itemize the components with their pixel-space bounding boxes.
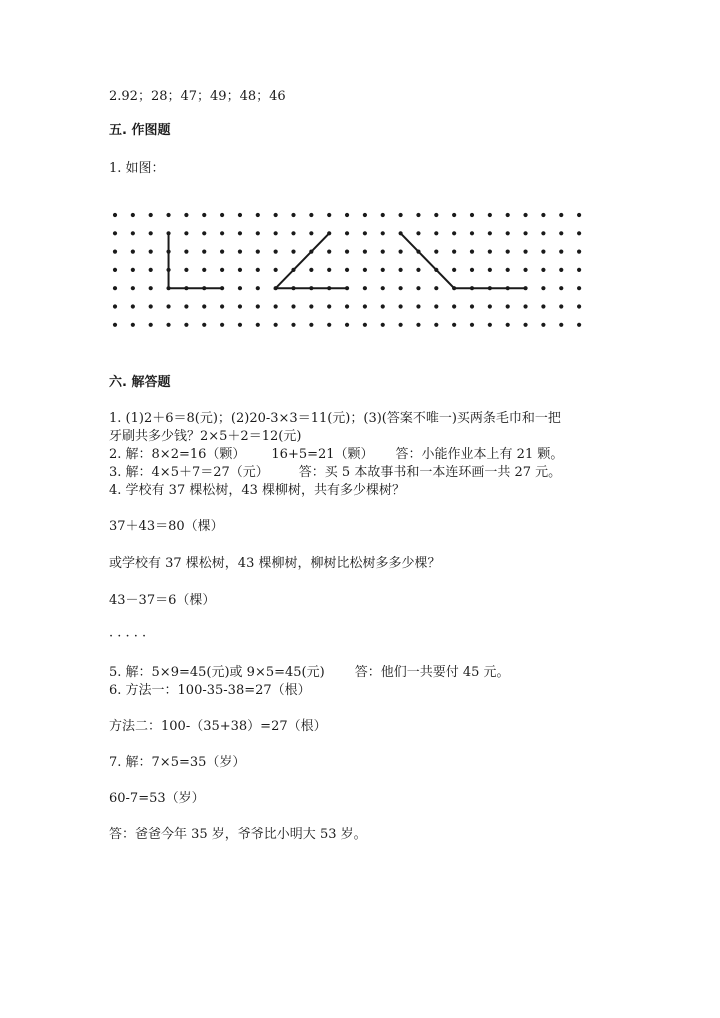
grid-dot: [452, 323, 456, 327]
grid-dot: [256, 286, 260, 290]
grid-dot: [381, 213, 385, 217]
grid-dot: [363, 268, 367, 272]
grid-dot: [577, 231, 581, 235]
answer-4-2: 2.92；28；47；49；48；46: [109, 89, 286, 104]
q5-part-2: 答：他们一共要付 45 元。: [354, 665, 510, 680]
grid-dot: [113, 268, 117, 272]
grid-dot: [256, 268, 260, 272]
q3-line: [109, 464, 561, 482]
grid-dot: [363, 250, 367, 254]
grid-dot: [131, 250, 135, 254]
grid-dot: [238, 250, 242, 254]
grid-dot: [202, 250, 206, 254]
q4-alt-question: 或学校有 37 棵松树，43 棵柳树，柳树比松树多多少棵？: [109, 556, 441, 571]
q6-method-2: 方法二：100-（35+38）=27（根）: [109, 719, 327, 734]
grid-dot: [202, 323, 206, 327]
grid-dot: [291, 304, 295, 308]
grid-dot: [434, 304, 438, 308]
grid-dot: [345, 250, 349, 254]
grid-dot: [523, 213, 527, 217]
grid-dot: [523, 231, 527, 235]
grid-dot: [506, 231, 510, 235]
grid-dot: [541, 286, 545, 290]
grid-dot: [131, 323, 135, 327]
grid-dot: [506, 323, 510, 327]
dot-grid-figure: [105, 200, 595, 335]
grid-dot: [416, 304, 420, 308]
grid-dot: [577, 268, 581, 272]
grid-dot: [202, 268, 206, 272]
grid-dot: [523, 268, 527, 272]
grid-dot: [274, 213, 278, 217]
grid-dot: [309, 213, 313, 217]
q4-question: 4. 学校有 37 棵松树，43 棵柳树，共有多少棵树？: [109, 483, 406, 498]
drawn-shapes: [169, 233, 526, 288]
grid-dot: [488, 250, 492, 254]
grid-dot: [113, 304, 117, 308]
grid-dot: [274, 304, 278, 308]
grid-dot: [291, 250, 295, 254]
grid-dot: [559, 268, 563, 272]
grid-dot: [541, 213, 545, 217]
grid-dot: [399, 286, 403, 290]
grid-dot: [577, 250, 581, 254]
q4-alt-answer: 43－37＝6（棵）: [109, 593, 216, 608]
grid-dot: [523, 323, 527, 327]
grid-dot: [541, 268, 545, 272]
grid-dot: [452, 231, 456, 235]
grid-dot: [434, 323, 438, 327]
grid-dot: [506, 268, 510, 272]
grid-dot: [541, 304, 545, 308]
grid-dot: [416, 213, 420, 217]
grid-dot: [238, 231, 242, 235]
grid-dot: [345, 323, 349, 327]
grid-dot: [470, 323, 474, 327]
grid-dot: [559, 323, 563, 327]
grid-dot: [327, 323, 331, 327]
grid-dot: [309, 323, 313, 327]
grid-dot: [149, 213, 153, 217]
grid-dot: [202, 304, 206, 308]
grid-dot: [309, 304, 313, 308]
grid-dot: [541, 323, 545, 327]
grid-dot: [220, 268, 224, 272]
grid-dot: [274, 268, 278, 272]
grid-dot: [381, 250, 385, 254]
grid-dot: [470, 231, 474, 235]
grid-dot: [184, 304, 188, 308]
grid-dot: [345, 268, 349, 272]
grid-dot: [131, 304, 135, 308]
grid-dot: [559, 286, 563, 290]
grid-dot: [274, 231, 278, 235]
grid-dot: [256, 323, 260, 327]
grid-dot: [381, 304, 385, 308]
grid-dot: [488, 304, 492, 308]
grid-dot: [399, 213, 403, 217]
grid-dot: [381, 286, 385, 290]
grid-dot: [345, 213, 349, 217]
q7-answer: 答：爸爸今年 35 岁，爷爷比小明大 53 岁。: [109, 827, 367, 842]
grid-dot: [113, 213, 117, 217]
grid-dot: [577, 213, 581, 217]
grid-dot: [416, 231, 420, 235]
grid-dot: [577, 304, 581, 308]
grid-dot: [327, 304, 331, 308]
grid-dot: [434, 231, 438, 235]
grid-dot: [113, 286, 117, 290]
q3-part-2: 答：买 5 本故事书和一本连环画一共 27 元。: [298, 465, 562, 480]
grid-dot: [345, 304, 349, 308]
grid-dot: [149, 304, 153, 308]
grid-dot: [131, 213, 135, 217]
grid-dot: [238, 323, 242, 327]
grid-dot: [577, 323, 581, 327]
grid-dot: [523, 250, 527, 254]
grid-dot: [274, 250, 278, 254]
q5-part-1: 5. 解：5×9=45(元)或 9×5=45(元): [109, 665, 325, 680]
grid-dot: [541, 231, 545, 235]
grid-dot: [577, 286, 581, 290]
grid-dot: [309, 268, 313, 272]
q7-step-2: 60-7=53（岁）: [109, 791, 205, 806]
grid-dot: [327, 213, 331, 217]
grid-dot: [149, 268, 153, 272]
q6-method-1: 6. 方法一：100-35-38=27（根）: [109, 683, 311, 698]
grid-dot: [220, 213, 224, 217]
grid-dot: [381, 323, 385, 327]
grid-dot: [131, 286, 135, 290]
shape-obtuse-angle: [401, 233, 526, 288]
grid-dot: [149, 231, 153, 235]
grid-dot: [291, 213, 295, 217]
grid-dot: [559, 231, 563, 235]
grid-dot: [256, 213, 260, 217]
grid-dot: [363, 286, 367, 290]
grid-dot: [184, 231, 188, 235]
grid-dot: [166, 323, 170, 327]
grid-dot: [559, 304, 563, 308]
grid-dot: [523, 304, 527, 308]
grid-dot: [488, 231, 492, 235]
section-5-item-1: 1. 如图：: [109, 161, 165, 176]
shape-right-angle: [169, 233, 223, 288]
grid-dot: [238, 286, 242, 290]
grid-dot: [149, 286, 153, 290]
grid-dot: [327, 268, 331, 272]
grid-dot: [470, 213, 474, 217]
grid-dot: [256, 231, 260, 235]
grid-dot: [506, 250, 510, 254]
grid-dot: [202, 231, 206, 235]
grid-dot: [166, 213, 170, 217]
grid-dot: [202, 213, 206, 217]
q2-part-2: 16+5=21（颗）: [271, 447, 374, 462]
grid-dot: [434, 213, 438, 217]
grid-dot: [399, 268, 403, 272]
grid-dot: [309, 231, 313, 235]
grid-dot: [363, 323, 367, 327]
grid-dot: [220, 250, 224, 254]
grid-dot: [399, 323, 403, 327]
grid-dot: [256, 250, 260, 254]
grid-dot: [327, 250, 331, 254]
grid-dot: [220, 323, 224, 327]
grid-dot: [131, 231, 135, 235]
grid-dot: [506, 213, 510, 217]
grid-dot: [559, 213, 563, 217]
grid-dot: [470, 304, 474, 308]
grid-dot: [559, 250, 563, 254]
grid-dot: [149, 323, 153, 327]
grid-dot: [488, 268, 492, 272]
grid-dot: [541, 250, 545, 254]
grid-dot: [363, 213, 367, 217]
grid-dots: [113, 213, 581, 327]
grid-dot: [220, 231, 224, 235]
grid-dot: [220, 304, 224, 308]
grid-dot: [363, 304, 367, 308]
grid-dot: [238, 304, 242, 308]
grid-dot: [238, 268, 242, 272]
grid-dot: [452, 268, 456, 272]
section-5-title: 五. 作图题: [109, 123, 171, 138]
section-6-title: 六. 解答题: [109, 375, 171, 390]
grid-dot: [274, 323, 278, 327]
q7-step-1: 7. 解：7×5=35（岁）: [109, 755, 246, 770]
grid-dot: [416, 286, 420, 290]
grid-dot: [416, 268, 420, 272]
grid-dot: [452, 213, 456, 217]
q2-part-1: 2. 解：8×2=16（颗）: [109, 447, 246, 462]
grid-dot: [238, 213, 242, 217]
q3-part-1: 3. 解：4×5＋7＝27（元）: [109, 465, 269, 480]
grid-dot: [470, 268, 474, 272]
grid-dot: [452, 250, 456, 254]
grid-dot: [113, 231, 117, 235]
grid-dot: [363, 231, 367, 235]
grid-dot: [434, 250, 438, 254]
grid-dot: [434, 286, 438, 290]
grid-dot: [184, 268, 188, 272]
grid-dot: [416, 323, 420, 327]
grid-dot: [184, 323, 188, 327]
shape-acute-angle: [276, 233, 347, 288]
grid-dot: [184, 213, 188, 217]
grid-dot: [166, 304, 170, 308]
q1-line-2: 牙刷共多少钱？2×5＋2＝12(元): [109, 429, 302, 444]
q2-line: [109, 446, 563, 464]
q4-answer: 37＋43＝80（棵）: [109, 519, 224, 534]
grid-dot: [113, 323, 117, 327]
grid-dot: [345, 231, 349, 235]
grid-dot: [452, 304, 456, 308]
grid-dot: [506, 304, 510, 308]
grid-dot: [399, 250, 403, 254]
q1-line-1: 1. (1)2＋6＝8(元)；(2)20-3×3＝11(元)；(3)(答案不唯一)买两条毛巾和一把: [109, 411, 561, 426]
grid-dot: [149, 250, 153, 254]
grid-dot: [131, 268, 135, 272]
q2-part-3: 答：小能作业本上有 21 颗。: [395, 447, 564, 462]
grid-dot: [113, 250, 117, 254]
grid-dot: [470, 250, 474, 254]
grid-dot: [399, 304, 403, 308]
grid-dot: [381, 268, 385, 272]
q5-line: [109, 664, 510, 682]
grid-dot: [381, 231, 385, 235]
grid-dot: [184, 250, 188, 254]
grid-dot: [256, 304, 260, 308]
q4-ellipsis: · · · · ·: [109, 629, 147, 644]
grid-dot: [488, 213, 492, 217]
grid-dot: [488, 323, 492, 327]
grid-dot: [291, 323, 295, 327]
grid-dot: [291, 231, 295, 235]
